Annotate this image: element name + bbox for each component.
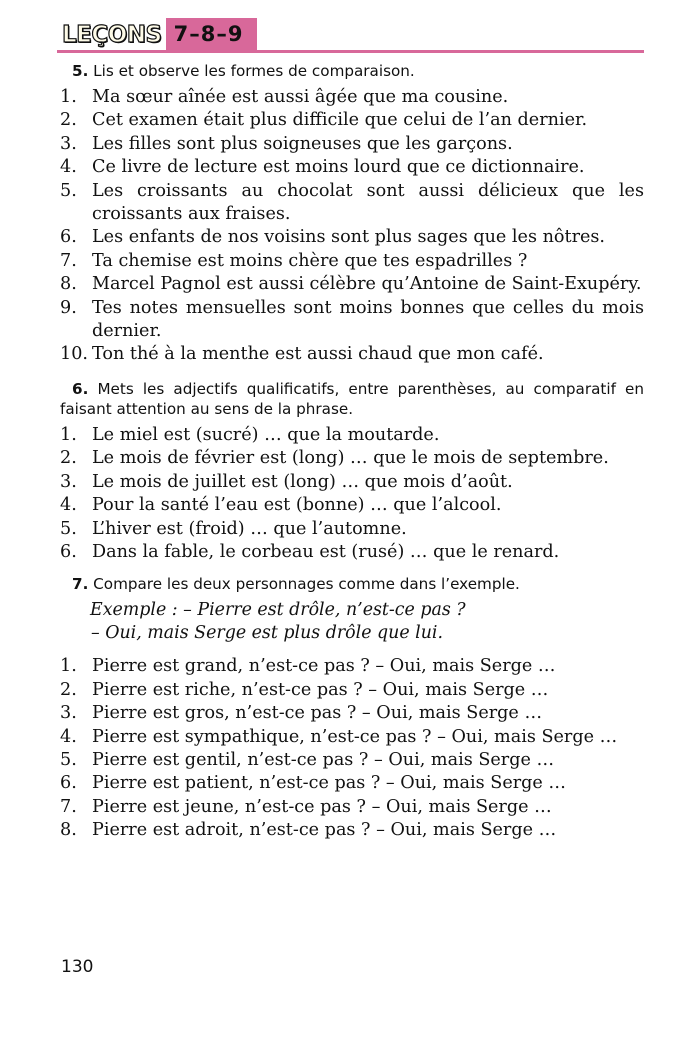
item-text: Les enfants de nos voisins sont plus sages que les nôtres. [92, 227, 606, 248]
lesson-numbers: 7–8–9 [166, 18, 258, 50]
list-item [60, 180, 644, 227]
exercise-5-number: 5. [72, 62, 89, 80]
item-text: Le mois de juillet est (long) … que mois d’août. [92, 471, 513, 492]
item-text: Les filles sont plus soigneuses que les garçons. [92, 133, 513, 154]
item-number: 4. [60, 726, 77, 747]
item-number: 8. [60, 820, 77, 841]
page-content [60, 61, 644, 843]
exercise-7-number: 7. [72, 575, 89, 594]
item-text: Ma sœur aînée est aussi âgée que ma cousine. [92, 87, 509, 107]
list-item [60, 343, 644, 366]
exercise-5-list [60, 86, 644, 367]
list-item [60, 109, 644, 132]
item-number: 10. [60, 344, 88, 365]
list-item [60, 133, 644, 156]
item-text: Pierre est riche, n’est-ce pas ? – Oui, mais Serge … [92, 679, 549, 700]
item-text: Pierre est patient, n’est-ce pas ? – Oui, mais Serge … [92, 773, 567, 794]
item-text: L’hiver est (froid) … que l’automne. [92, 518, 407, 539]
item-number: 7. [60, 796, 77, 817]
item-text: Ton thé à la menthe est aussi chaud que mon café. [92, 344, 544, 365]
item-number: 5. [60, 749, 77, 770]
item-text: Marcel Pagnol est aussi célèbre qu’Antoine de Saint-Exupéry. [92, 274, 642, 295]
list-item [60, 250, 644, 273]
item-text: Pierre est gros, n’est-ce pas ? – Oui, mais Serge … [92, 703, 543, 724]
item-text: Le mois de février est (long) … que le mois de septembre. [92, 448, 609, 469]
exercise-6-instruction [60, 379, 644, 419]
item-number: 3. [60, 703, 77, 724]
list-item [60, 726, 644, 749]
lesson-header [62, 14, 257, 50]
item-text: Pour la santé l’eau est (bonne) … que l’alcool. [92, 495, 502, 516]
list-item [60, 447, 644, 470]
item-number: 6. [60, 773, 77, 794]
list-item [60, 297, 644, 344]
list-item [60, 156, 644, 179]
item-number: 4. [60, 157, 77, 178]
list-item [60, 655, 644, 678]
item-number: 7. [60, 250, 77, 271]
item-text: Ce livre de lecture est moins lourd que ce dictionnaire. [92, 157, 585, 178]
example-line-1: Exemple : – Pierre est drôle, n’est-ce pas ? [90, 600, 466, 621]
item-text: Pierre est sympathique, n’est-ce pas ? – Oui, mais Serge … [92, 726, 618, 747]
lesson-title: LEÇONS [62, 22, 162, 48]
item-text: Ta chemise est moins chère que tes espadrilles ? [92, 250, 528, 271]
exercise-6-text: Mets les adjectifs qualificatifs, entre parenthèses, au comparatif en faisant attention au sens de la phrase. [60, 379, 644, 418]
list-item [60, 819, 644, 842]
item-number: 5. [60, 518, 77, 539]
list-item [60, 226, 644, 249]
item-number: 4. [60, 495, 77, 516]
item-text: Tes notes mensuelles sont moins bonnes que celles du mois dernier. [92, 297, 644, 342]
list-item [60, 772, 644, 795]
item-number: 5. [60, 180, 77, 201]
item-number: 9. [60, 297, 77, 318]
item-number: 1. [60, 656, 77, 677]
list-item [60, 494, 644, 517]
list-item [60, 541, 644, 564]
item-number: 2. [60, 110, 77, 131]
list-item [60, 86, 644, 109]
list-item [60, 273, 644, 296]
page-number: 130 [61, 957, 94, 977]
exercise-7-instruction [60, 574, 644, 594]
item-number: 3. [60, 133, 77, 154]
item-text: Cet examen était plus difficile que celui de l’an dernier. [92, 110, 588, 131]
exercise-7-text: Compare les deux personnages comme dans l’exemple. [93, 575, 520, 594]
exercise-5-instruction [60, 61, 644, 81]
item-number: 8. [60, 274, 77, 295]
item-number: 1. [60, 424, 77, 445]
list-item [60, 424, 644, 447]
item-text: Les croissants au chocolat sont aussi délicieux que les croissants aux fraises. [92, 180, 644, 225]
list-item [60, 518, 644, 541]
list-item [60, 471, 644, 494]
item-number: 1. [60, 87, 77, 107]
exercise-6-number: 6. [72, 379, 89, 398]
example-line-2: – Oui, mais Serge est plus drôle que lui. [91, 623, 444, 644]
item-number: 6. [60, 541, 77, 562]
exercise-5-text: Lis et observe les formes de comparaison. [93, 62, 415, 80]
item-text: Pierre est grand, n’est-ce pas ? – Oui, mais Serge … [92, 656, 556, 677]
item-number: 2. [60, 448, 77, 469]
item-text: Pierre est gentil, n’est-ce pas ? – Oui, mais Serge … [92, 749, 555, 770]
item-text: Dans la fable, le corbeau est (rusé) … que le renard. [92, 541, 560, 562]
list-item [60, 679, 644, 702]
header-divider [57, 50, 644, 53]
list-item [60, 796, 644, 819]
item-number: 3. [60, 471, 77, 492]
exercise-7-example [60, 599, 644, 645]
list-item [60, 702, 644, 725]
item-number: 2. [60, 679, 77, 700]
item-text: Pierre est adroit, n’est-ce pas ? – Oui, mais Serge … [92, 820, 557, 841]
list-item [60, 749, 644, 772]
item-text: Pierre est jeune, n’est-ce pas ? – Oui, mais Serge … [92, 796, 552, 817]
item-text: Le miel est (sucré) … que la moutarde. [92, 424, 440, 445]
exercise-6-list [60, 424, 644, 564]
item-number: 6. [60, 227, 77, 248]
exercise-7-list [60, 655, 644, 842]
